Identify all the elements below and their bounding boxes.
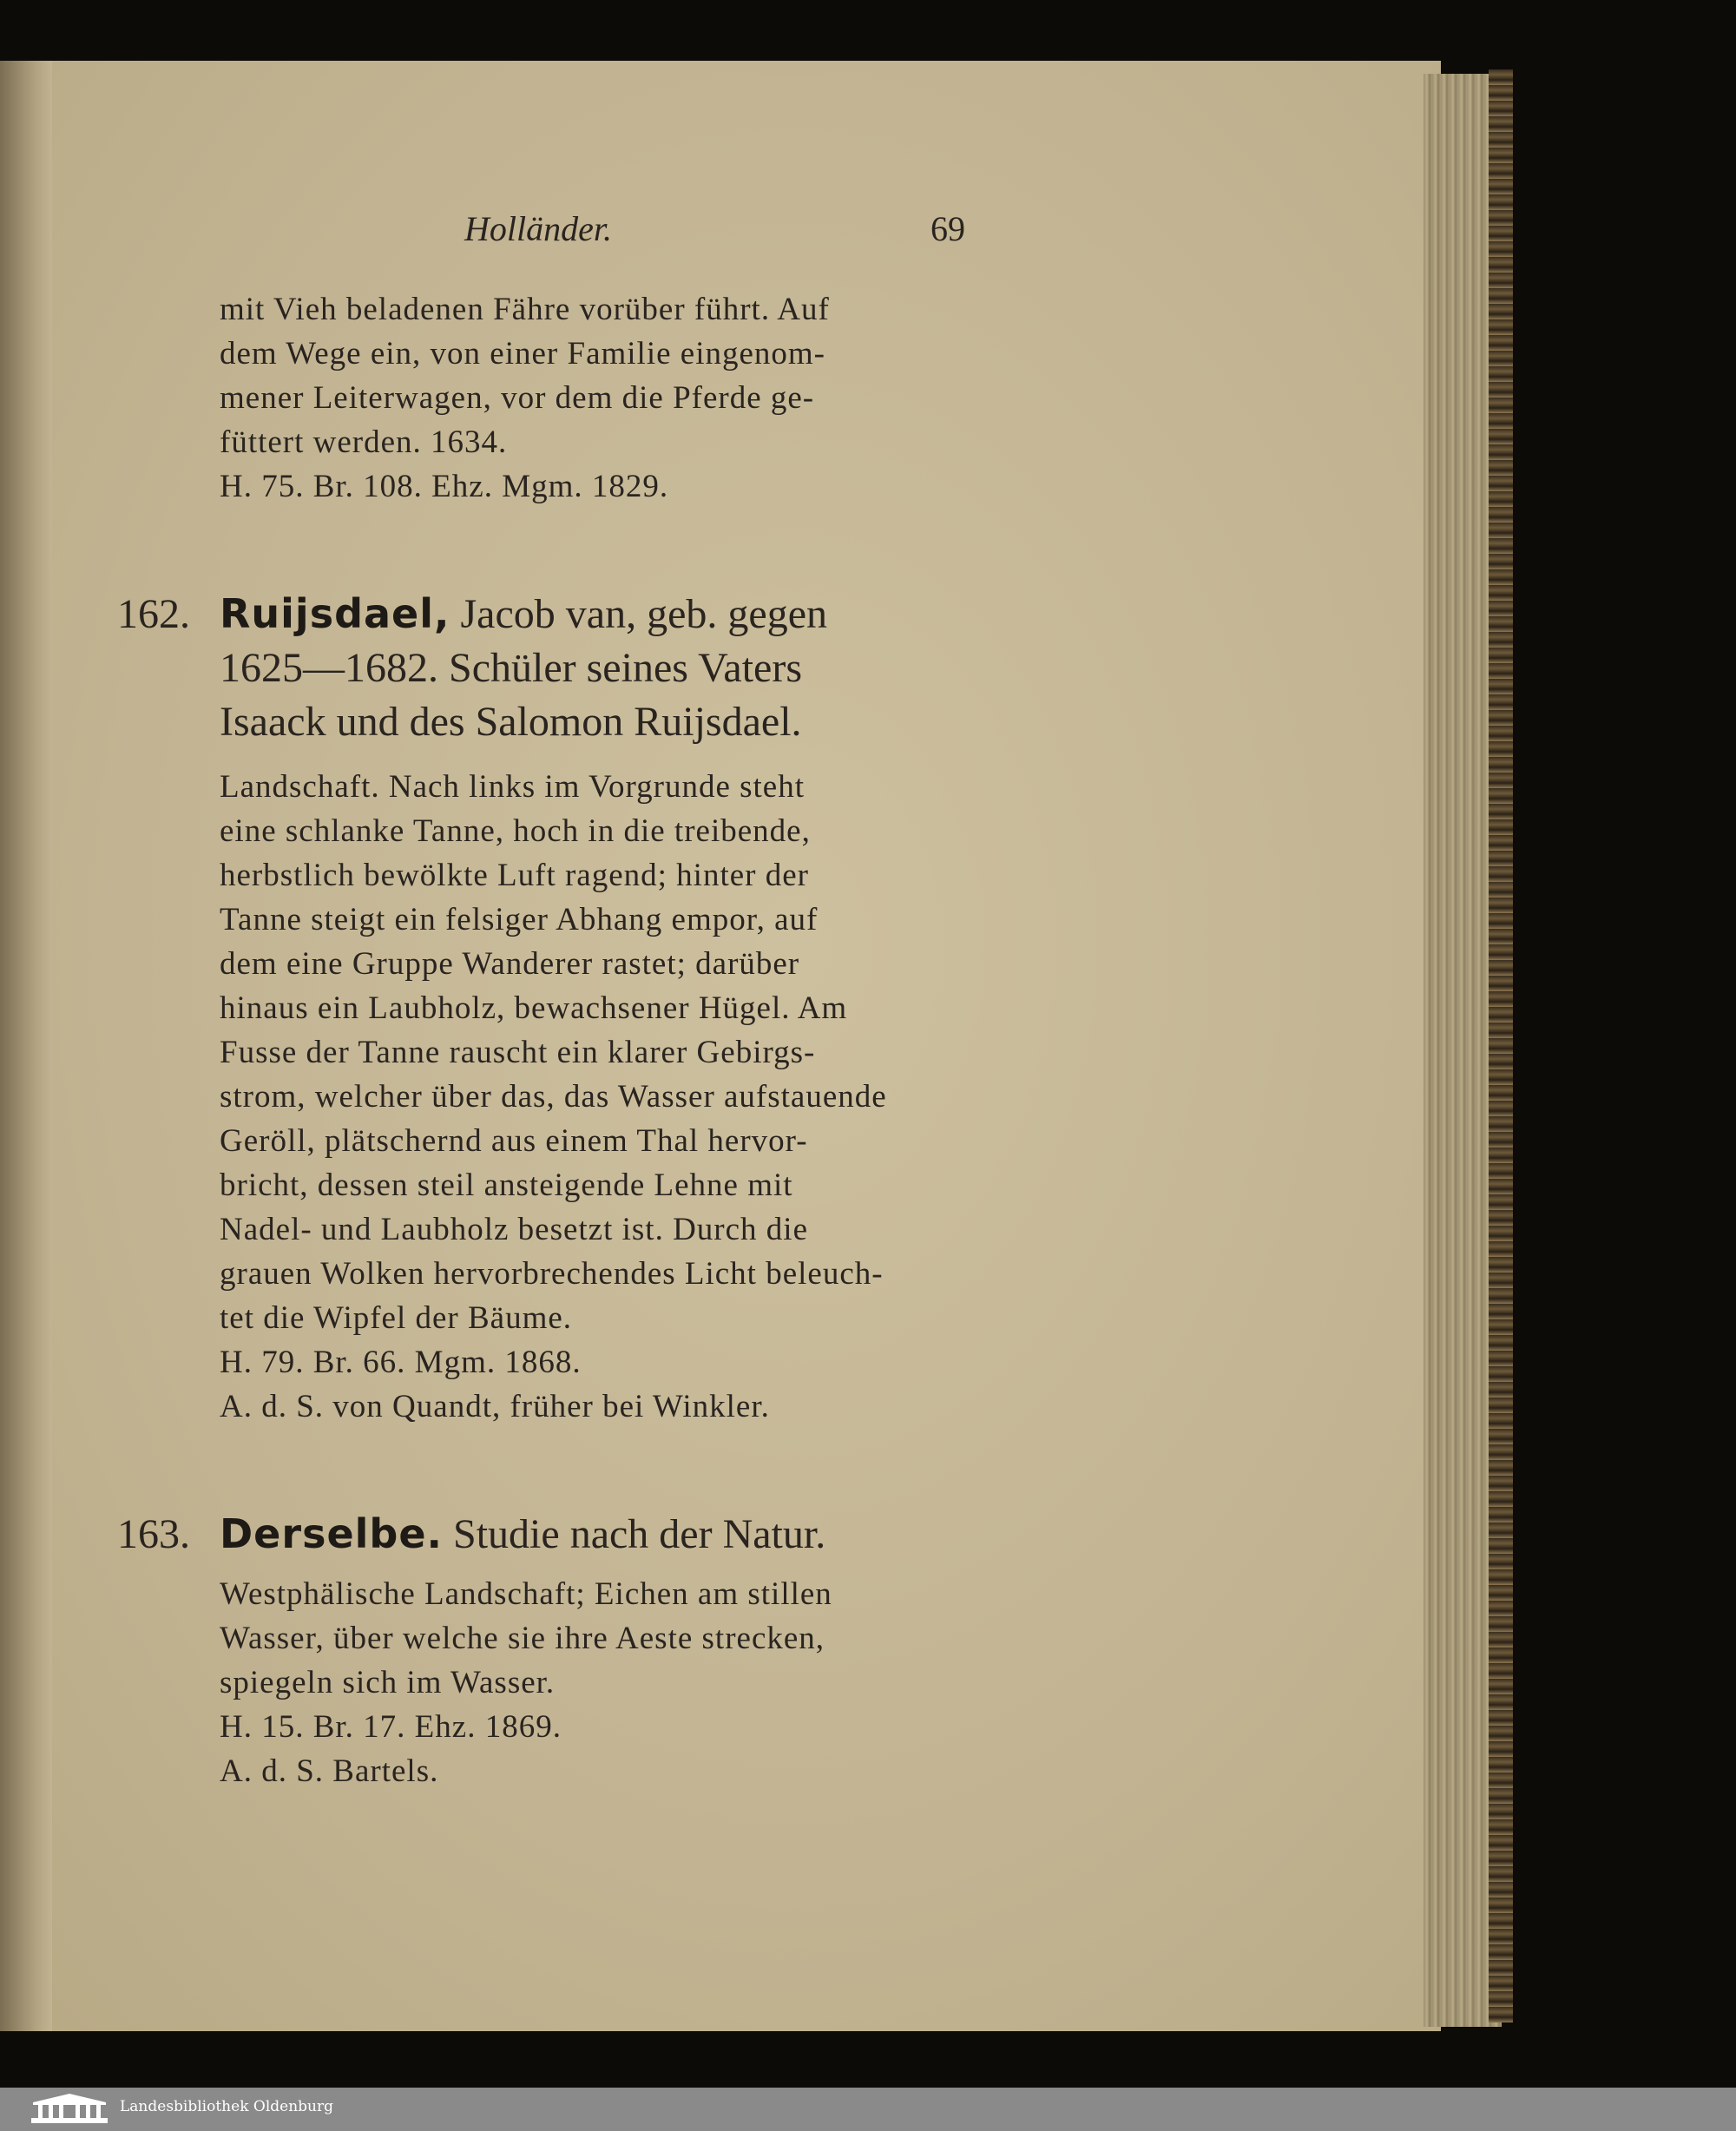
text-line: A. d. S. von Quandt, früher bei Winkler. (220, 1389, 770, 1424)
page-number: 69 (930, 209, 965, 248)
text-line: spiegeln sich im Wasser. (220, 1665, 556, 1700)
entry-number: 162. (117, 591, 190, 637)
artist-name: Ruijsdael, (220, 590, 450, 637)
text-line: mit Vieh beladenen Fähre vorüber führt. Auf (220, 292, 830, 327)
text-line: H. 79. Br. 66. Mgm. 1868. (220, 1345, 582, 1380)
text-line: Tanne steigt ein felsiger Abhang empor, auf (220, 902, 819, 937)
footer-library-label: Landesbibliothek Oldenburg (120, 2098, 334, 2115)
artist-name: Derselbe. (220, 1510, 444, 1557)
text-line: grauen Wolken hervorbrechendes Licht beleuch- (220, 1256, 884, 1292)
text-line: Geröll, plätschernd aus einem Thal hervor- (220, 1123, 808, 1159)
text-line: Landschaft. Nach links im Vorgrunde steht (220, 769, 806, 805)
entry-heading-line: Isaack und des Salomon Ruijsdael. (220, 699, 802, 745)
text-line: Fusse der Tanne rauscht ein klarer Gebirgs- (220, 1035, 816, 1070)
entry-number: 163. (117, 1511, 190, 1557)
text-line: tet die Wipfel der Bäume. (220, 1300, 573, 1336)
text-line: strom, welcher über das, das Wasser aufstauende (220, 1079, 887, 1115)
library-building-icon (30, 2092, 109, 2127)
text-line: bricht, dessen steil ansteigende Lehne mit (220, 1167, 793, 1203)
text-line: dem eine Gruppe Wanderer rastet; darüber (220, 946, 800, 982)
text-line: hinaus ein Laubholz, bewachsener Hügel. Am (220, 990, 848, 1026)
text-line: füttert werden. 1634. (220, 424, 508, 460)
entry-heading (220, 1510, 825, 1558)
text-line: eine schlanke Tanne, hoch in die treibende, (220, 813, 811, 849)
text-line: H. 75. Br. 108. Ehz. Mgm. 1829. (220, 469, 669, 504)
entry-heading-rest: Jacob van, geb. gegen (450, 591, 828, 637)
entry-heading-line: 1625—1682. Schüler seines Vaters (220, 645, 803, 691)
running-header-title: Holländer. (464, 209, 612, 248)
text-line: dem Wege ein, von einer Familie eingenom- (220, 336, 826, 372)
text-line: Westphälische Landschaft; Eichen am stillen (220, 1576, 832, 1612)
text-line: Wasser, über welche sie ihre Aeste strecken, (220, 1621, 825, 1656)
text-line: H. 15. Br. 17. Ehz. 1869. (220, 1709, 562, 1745)
book-cover-edge (1489, 69, 1513, 2022)
text-line: mener Leiterwagen, vor dem die Pferde ge- (220, 380, 815, 416)
page-gutter-shadow (0, 61, 52, 2031)
entry-heading (220, 590, 827, 638)
text-line: A. d. S. Bartels. (220, 1753, 439, 1789)
entry-heading-rest: Studie nach der Natur. (443, 1511, 826, 1557)
text-line: herbstlich bewölkte Luft ragend; hinter der (220, 858, 809, 893)
text-line: Nadel- und Laubholz besetzt ist. Durch die (220, 1212, 808, 1247)
